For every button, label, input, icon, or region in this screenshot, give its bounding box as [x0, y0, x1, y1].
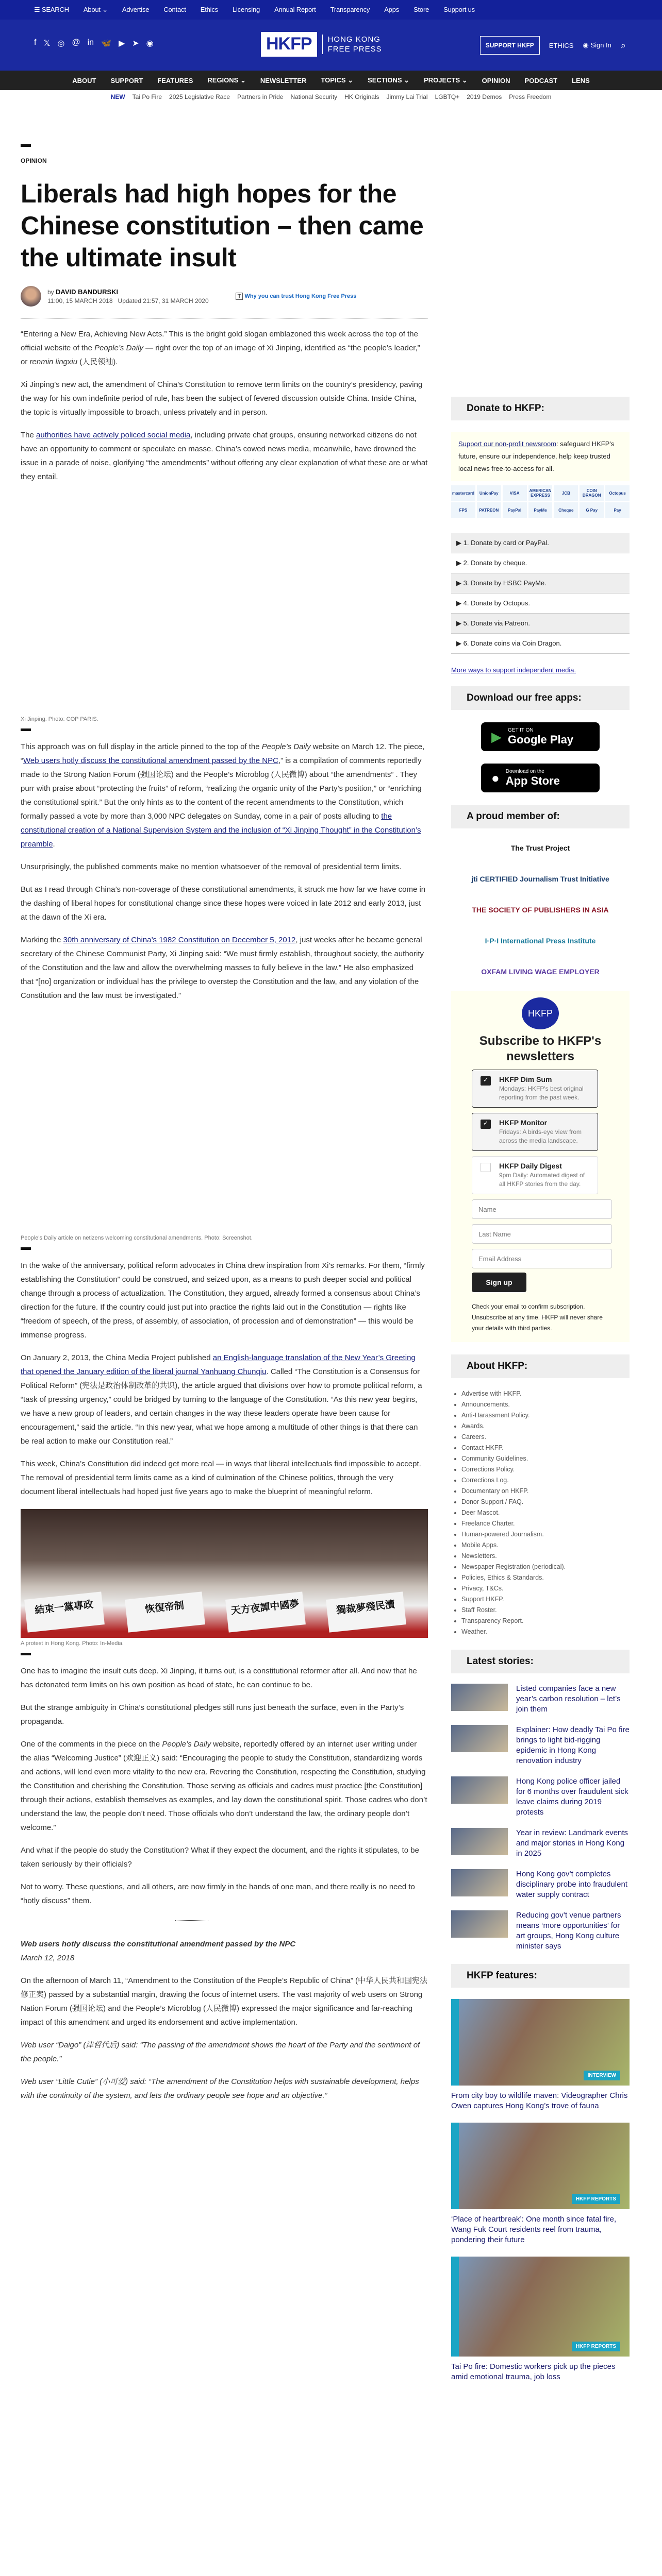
image-caption: People’s Daily article on netizens welcoming constitutional amendments. Photo: Screenshot.: [21, 1235, 253, 1241]
top-link[interactable]: Annual Report: [274, 6, 316, 13]
logo-mark: HKFP: [261, 32, 317, 57]
about-link[interactable]: • Newsletters.: [461, 1551, 630, 1562]
paragraph: [21, 1974, 428, 2029]
about-link[interactable]: • Careers.: [461, 1432, 630, 1443]
about-link[interactable]: • Corrections Policy.: [461, 1464, 630, 1475]
brand-strip: [451, 1999, 459, 2086]
protest-sign: 結束一黨專政: [24, 1591, 105, 1632]
text-run: Web user “Daigo” (津哲代后) said: “The passing of the amendment shows the heart of the Party and the sentiment of the people.”: [21, 2041, 420, 2063]
text-run: website, reportedly offered by an internet user writing under the alias “Welcoming Justice” (欢迎正义) said: “Encouraging the people to study the Constitution, standardizing words and actions, will lend even more vitality to the new era. Revering the Constitution, respecting the Constitution, studying the Constitution and cherishing the Constitution. Those serving as officials and cadres must practice [the Constitution] through their actions, establish themselves as examples, and lay down the constitutional spirit. Those cadres who don’t understand the law, the people don’t need. Those officials who don’t understand the law, the ordinary people don’t welcome.”: [21, 1740, 427, 1832]
x-icon[interactable]: 𝕏: [43, 39, 51, 48]
text-run: , just weeks after he became general secretary of the Chinese Communist Party, Xi Jinping said: “We must firmly establish, throughout society, the authority of the Constitution and the law and allow the overwhelming masses to fully believe in the law.” He also emphasized that “[no] organization or individual has the privilege to overstep the Constitution and the law, and any violation of the Constitution and the law must be investigated.”: [21, 936, 424, 1000]
newsletter-name: HKFP Monitor: [499, 1118, 548, 1127]
search-icon[interactable]: ⌕: [620, 40, 626, 50]
about-link[interactable]: • Awards.: [461, 1421, 630, 1432]
inline-link[interactable]: the constitutional creation of a National Supervision System and the inclusion of “Xi Jinping Thought” in the Constitution’s preamble: [21, 812, 421, 849]
page-columns: [0, 103, 662, 2382]
payment-logo: mastercard: [451, 485, 475, 501]
paragraph: [21, 378, 428, 419]
latest-stories: [451, 1684, 630, 1952]
top-utility-bar: [0, 0, 662, 20]
about-link[interactable]: • Advertise with HKFP.: [461, 1388, 630, 1399]
trending-link[interactable]: 2025 Legislative Race: [169, 93, 230, 100]
text-run: People’s Daily: [162, 1740, 211, 1749]
feature-link[interactable]: Tai Po fire: Domestic workers pick up the pieces amid emotional trauma, job loss: [451, 2362, 616, 2381]
text-run: Unsurprisingly, the published comments make no mention whatsoever of the removal of presidential term limits.: [21, 862, 402, 871]
story-link[interactable]: Year in review: Landmark events and major stories in Hong Kong in 2025: [516, 1828, 628, 1858]
nav-item[interactable]: PODCAST: [524, 76, 558, 84]
caption-bar: [21, 1653, 31, 1655]
text-run: In the wake of the anniversary, political reform advocates in China drew inspiration from Xi’s remarks. For them, “firmly establishing the Constitution” could be construed, and seized upon, as a means to push deeper social and political change through a process of actualization. The Constitution, they argued, already formed a consensus about China’s direction for the future. If the country could just put into practice the rights laid out in the Constitution — rights like “freedom of speech, of the press, of assembly, of association, of procession and of demonstration” — this would be immense progress.: [21, 1261, 425, 1340]
author-avatar: [21, 286, 41, 307]
inline-link[interactable]: Web users hotly discuss the constitutional amendment passed by the NPC: [23, 756, 278, 765]
member-logo[interactable]: I·P·I International Press Institute: [485, 937, 596, 945]
about-link[interactable]: • Deer Mascot.: [461, 1507, 630, 1518]
header-actions: [480, 36, 626, 55]
paragraph: [21, 860, 428, 874]
trending-link[interactable]: LGBTQ+: [435, 93, 460, 100]
paragraph: [21, 327, 428, 369]
member-logo[interactable]: jti CERTIFIED Journalism Trust Initiative: [471, 875, 609, 883]
inline-link[interactable]: 30th anniversary of China’s 1982 Constitution on December 5, 2012: [63, 936, 296, 944]
latest-story: [451, 1869, 630, 1900]
text-run: The: [21, 431, 37, 439]
quoted-headline: [21, 1937, 428, 1951]
text-run: (人民领袖).: [77, 358, 118, 366]
google-big: Google Play: [508, 733, 574, 746]
payment-logo: JCB: [554, 485, 578, 501]
story-link[interactable]: Listed companies face a new year’s carbon resolution – let’s join them: [516, 1684, 621, 1714]
donate-option[interactable]: ▶ 3. Donate by HSBC PayMe.: [451, 573, 630, 594]
support-newsroom-link[interactable]: Support our non-profit newsroom: [458, 440, 557, 448]
about-links: [451, 1388, 630, 1637]
text-run: March 12, 2018: [21, 1954, 75, 1962]
top-link[interactable]: Advertise: [122, 6, 150, 13]
logo-name: [322, 35, 382, 54]
brand-strip: [451, 2257, 459, 2357]
nav-item[interactable]: FEATURES: [157, 76, 193, 84]
newsletter-checkbox[interactable]: ✓: [481, 1120, 491, 1129]
about-link[interactable]: • Support HKFP.: [461, 1594, 630, 1605]
feature-image[interactable]: [451, 2257, 630, 2357]
story-link[interactable]: Hong Kong police officer jailed for 6 months over fraudulent sick leave claims during 2019 protests: [516, 1777, 628, 1817]
paragraph: [21, 428, 428, 484]
newsletter-option[interactable]: [472, 1070, 598, 1108]
nav-item[interactable]: PROJECTS ⌄: [424, 76, 468, 84]
paragraph: [21, 2038, 428, 2066]
protest-sign: 天方夜譚中國夢: [225, 1591, 306, 1632]
trending-link[interactable]: Press Freedom: [509, 93, 552, 100]
apple-big: App Store: [505, 774, 560, 787]
top-link[interactable]: Contact: [163, 6, 186, 13]
payment-logo: Octopus: [605, 485, 630, 501]
latest-heading: Latest stories:: [451, 1650, 630, 1673]
nav-item[interactable]: SECTIONS ⌄: [368, 76, 410, 84]
text-run: Web users hotly discuss the constitutional amendment passed by the NPC: [21, 1940, 296, 1948]
about-link[interactable]: • Mobile Apps.: [461, 1540, 630, 1551]
trust-link[interactable]: [236, 293, 357, 299]
feature-tag: HKFP REPORTS: [572, 2342, 620, 2351]
text-run: And what if the people do study the Constitution? What if they expect the document, and the rights it stipulates, to be taken seriously by their officials?: [21, 1846, 419, 1869]
category-bar: [21, 144, 31, 147]
brand-strip: [451, 2123, 459, 2209]
top-link[interactable]: Licensing: [232, 6, 260, 13]
newsletter-checkbox[interactable]: ✓: [481, 1076, 491, 1086]
user-icon: ◉: [583, 41, 591, 49]
byline: [21, 286, 428, 307]
hkfp-circle-logo: HKFP: [522, 997, 559, 1029]
story-thumbnail[interactable]: [451, 1725, 508, 1752]
newsletter-desc: Mondays: HKFP's best original reporting from the past week.: [499, 1085, 584, 1101]
nav-item[interactable]: OPINION: [482, 76, 510, 84]
trending-link[interactable]: National Security: [290, 93, 338, 100]
nav-item[interactable]: TOPICS ⌄: [321, 76, 354, 84]
about-link[interactable]: • Documentary on HKFP.: [461, 1486, 630, 1497]
about-link[interactable]: • Transparency Report.: [461, 1616, 630, 1626]
feature-link[interactable]: ‘Place of heartbreak’: One month since fatal fire, Wang Fuk Court residents reel from trauma, pondering their future: [451, 2215, 617, 2244]
google-play-icon: ▶: [491, 728, 502, 744]
newsletter-option[interactable]: [472, 1156, 598, 1194]
paragraph: [21, 1259, 428, 1342]
member-logo[interactable]: OXFAM LIVING WAGE EMPLOYER: [481, 968, 600, 976]
newsletter-signup: [451, 991, 630, 1342]
story-thumbnail[interactable]: [451, 1910, 508, 1938]
donate-option[interactable]: ▶ 1. Donate by card or PayPal.: [451, 533, 630, 553]
story-thumbnail[interactable]: [451, 1828, 508, 1855]
latest-story: [451, 1684, 630, 1715]
publish-date: 11:00, 15 MARCH 2018: [47, 297, 113, 304]
paragraph: [21, 933, 428, 1003]
logo-name-line-2: FREE PRESS: [327, 45, 382, 54]
trust-project-icon: T: [236, 293, 243, 300]
feature-stories: [451, 1999, 630, 2382]
story-thumbnail[interactable]: [451, 1684, 508, 1711]
payment-logo: PayPal: [503, 502, 527, 518]
feature-tag: HKFP REPORTS: [572, 2194, 620, 2204]
inline-link[interactable]: authorities have actively policed social media: [36, 431, 191, 439]
member-logo[interactable]: THE SOCIETY OF PUBLISHERS IN ASIA: [472, 906, 609, 914]
payment-logo: AMERICAN EXPRESS: [528, 485, 553, 501]
instagram-icon[interactable]: ◎: [57, 39, 65, 48]
paragraph: [21, 1737, 428, 1835]
quoted-date: [21, 1951, 428, 1965]
article: [21, 103, 428, 2103]
image-caption: A protest in Hong Kong. Photo: In-Media.: [21, 1640, 124, 1647]
text-run: Web user “Little Cutie” (小可爱) said: “The amendment of the Constitution helps with sustainable development, helps with the continuity of the system, and lets the ordinary people see hope and an objective.”: [21, 2077, 419, 2100]
donate-intro: [451, 432, 630, 481]
updated-date: Updated 21:57, 31 MARCH 2020: [118, 297, 209, 304]
paragraph: [21, 883, 428, 924]
payment-logo: Pay: [605, 502, 630, 518]
name-input[interactable]: [472, 1199, 612, 1219]
about-link[interactable]: • Weather.: [461, 1626, 630, 1637]
trending-link[interactable]: Tai Po Fire: [132, 93, 162, 100]
text-run: renmin lingxiu: [29, 358, 78, 366]
about-link[interactable]: • Community Guidelines.: [461, 1453, 630, 1464]
trending-link[interactable]: HK Originals: [344, 93, 379, 100]
text-run: website on March 12. The piece, “: [21, 742, 425, 765]
paragraph: [21, 1843, 428, 1871]
trending-nav: [0, 90, 662, 103]
text-run: “Entering a New Era, Achieving New Acts.” This is the bright gold slogan emblazoned this week across the top of the official website of the: [21, 330, 418, 352]
paragraph: [21, 1664, 428, 1692]
subscribe-note: Check your email to confirm subscription. Unsubscribe at any time. HKFP will never share your details with third parties.: [472, 1303, 603, 1332]
nav-item[interactable]: LENS: [572, 76, 590, 84]
top-link[interactable]: Support us: [443, 6, 475, 13]
nav-item[interactable]: SUPPORT: [110, 76, 143, 84]
feature-story: [451, 2123, 630, 2245]
text-run: People’s Daily: [94, 344, 143, 352]
newsletter-checkbox[interactable]: [481, 1163, 491, 1172]
protest-sign: 恢復帝制: [125, 1591, 205, 1632]
text-run: Xi Jinping’s new act, the amendment of China’s Constitution to remove term limits on the country’s presidency, paving the way for his own indefinite period of rule, has been the subject of fevered discussion outside China. Inside China, the topic is virtually impossible to broach, unless privately and in person.: [21, 380, 423, 417]
text-run: Not to worry. These questions, and all others, are now firmly in the hands of one man, and there really is no need to “hotly discuss” them.: [21, 1883, 415, 1905]
protest-sign: 獨裁夢殘民瀆: [326, 1591, 406, 1632]
text-run: .: [53, 840, 55, 849]
apple-icon: ●: [491, 770, 500, 786]
social-links: [34, 38, 154, 48]
payment-logo: PayMe: [528, 502, 553, 518]
paragraph: [21, 740, 428, 851]
sign-in-label: Sign In: [590, 41, 611, 49]
paragraph: [21, 2075, 428, 2103]
top-links: [84, 6, 489, 14]
paragraph: [21, 1701, 428, 1728]
nav-item[interactable]: REGIONS ⌄: [207, 76, 246, 84]
text-run: One has to imagine the insult cuts deep. Xi Jinping, it turns out, is a constitutional reformer after all. And now that he has detonated term limits on his own position as head of state, he can continue to be.: [21, 1667, 417, 1689]
donate-option[interactable]: ▶ 5. Donate via Patreon.: [451, 614, 630, 634]
sign-in-link[interactable]: [583, 41, 611, 49]
trending-link[interactable]: Jimmy Lai Trial: [386, 93, 428, 100]
article-category[interactable]: OPINION: [21, 157, 47, 164]
about-link[interactable]: • Announcements.: [461, 1399, 630, 1410]
payment-logo: FPS: [451, 502, 475, 518]
top-link[interactable]: Store: [413, 6, 429, 13]
member-heading: A proud member of:: [451, 805, 630, 828]
text-run: But the strange ambiguity in China’s constitutional pledges still runs just beneath the surface, even in the Party’s propaganda.: [21, 1703, 404, 1726]
newsletter-desc: Fridays: A birds-eye view from across the media landscape.: [499, 1128, 582, 1144]
trending-link[interactable]: Partners in Pride: [237, 93, 284, 100]
text-run: But as I read through China’s non-coverage of these constitutional amendments, it struck me how far we have come in the dashing of liberal hopes for constitutional change since these hopes were voiced in late 2012 and early 2013, just at the dawn of the Xi era.: [21, 885, 426, 922]
latest-story: [451, 1828, 630, 1859]
more-ways-link[interactable]: More ways to support independent media.: [451, 666, 576, 674]
text-run: This approach was on full display in the article pinned to the top of the: [21, 742, 262, 751]
about-link[interactable]: • Anti-Harassment Policy.: [461, 1410, 630, 1421]
about-heading: About HKFP:: [451, 1354, 630, 1378]
site-header: [0, 20, 662, 71]
rss-icon[interactable]: ◉: [146, 39, 154, 48]
payment-logo: PATREON: [477, 502, 501, 518]
top-link[interactable]: About ⌄: [83, 6, 108, 13]
donate-option[interactable]: ▶ 2. Donate by cheque.: [451, 553, 630, 573]
article-title: Liberals had high hopes for the Chinese constitution – then came the ultimate insult: [21, 179, 424, 272]
latest-story: [451, 1910, 630, 1952]
text-run: — right over the top of an image of Xi Jinping, identified as “the people’s leader,” or: [21, 344, 420, 366]
latest-story: [451, 1776, 630, 1818]
text-run: , including private chat groups, ensuring networked citizens do not have an opportunity to comment or speculate en masse. China’s cowed news media, meanwhile, have drowned the issue in a parade of noise, glorifying “the amendments” without offering any clear explanation of what these are or what they entail.: [21, 431, 428, 481]
latest-story: [451, 1725, 630, 1766]
top-link[interactable]: Transparency: [330, 6, 370, 13]
section-divider: [175, 1920, 208, 1921]
feature-story: [451, 1999, 630, 2111]
newsletter-name: HKFP Daily Digest: [499, 1162, 562, 1170]
donate-option[interactable]: ▶ 6. Donate coins via Coin Dragon.: [451, 634, 630, 654]
main-nav: [0, 71, 662, 90]
story-thumbnail[interactable]: [451, 1869, 508, 1896]
google-small: GET IT ON: [508, 727, 534, 733]
member-logo[interactable]: The Trust Project: [510, 844, 570, 852]
feature-story: [451, 2257, 630, 2382]
feature-image[interactable]: [451, 2123, 630, 2209]
top-link[interactable]: Apps: [384, 6, 400, 13]
apple-small: Download on the: [505, 768, 544, 774]
about-link[interactable]: • Newspaper Registration (periodical).: [461, 1562, 630, 1572]
ethics-link[interactable]: ETHICS: [549, 41, 574, 49]
new-label: NEW: [110, 93, 125, 100]
text-run: Marking the: [21, 936, 63, 944]
newsletter-name: HKFP Dim Sum: [499, 1075, 552, 1083]
apps-heading: Download our free apps:: [451, 686, 630, 710]
text-run: One of the comments in the piece on the: [21, 1740, 162, 1749]
newsletter-option[interactable]: [472, 1113, 598, 1151]
story-link[interactable]: Explainer: How deadly Tai Po fire brings to light bid-rigging epidemic in Hong Kong renovation industry: [516, 1725, 630, 1765]
payment-logo: VISA: [503, 485, 527, 501]
payment-logo: COIN DRAGON: [580, 485, 604, 501]
article-image: [21, 492, 428, 714]
author-name[interactable]: DAVID BANDURSKI: [56, 288, 119, 296]
text-run: This week, China’s Constitution did indeed get more real — in ways that liberal intellectuals find impossible to accept. The removal of presidential term limits came as a kind of culmination of the Chinese politics, through the very document liberal intellectuals had hoped just five years ago to make the blueprint of meaningful reform.: [21, 1460, 421, 1496]
paragraph: [21, 1351, 428, 1448]
email-input[interactable]: [472, 1249, 612, 1268]
donate-option[interactable]: ▶ 4. Donate by Octopus.: [451, 594, 630, 614]
nav-item[interactable]: ABOUT: [72, 76, 96, 84]
top-link[interactable]: Ethics: [200, 6, 218, 13]
article-image: [21, 1011, 428, 1232]
about-link[interactable]: • Policies, Ethics & Standards.: [461, 1572, 630, 1583]
story-link[interactable]: Hong Kong gov’t completes disciplinary probe into fraudulent water supply contract: [516, 1870, 627, 1899]
caption-bar: [21, 1247, 31, 1250]
feature-tag: INTERVIEW: [584, 2071, 620, 2080]
about-link[interactable]: • Privacy, T&Cs.: [461, 1583, 630, 1594]
donate-text: : safeguard HKFP's future, ensure our independence, help keep trusted local news free-to-access for all.: [458, 440, 615, 472]
article-body: [21, 327, 428, 2103]
donate-heading: Donate to HKFP:: [451, 397, 630, 420]
story-thumbnail[interactable]: [451, 1776, 508, 1804]
newsletter-options: [472, 1070, 609, 1194]
bluesky-icon[interactable]: 🦋: [101, 39, 111, 48]
paragraph: [21, 1457, 428, 1499]
text-run: People’s Daily: [261, 742, 311, 751]
linkedin-icon[interactable]: in: [87, 38, 94, 47]
last-name-input[interactable]: [472, 1224, 612, 1244]
support-hkfp-button[interactable]: SUPPORT HKFP: [480, 36, 540, 55]
member-logos: [451, 844, 630, 976]
text-run: . Called “The Constitution is a Consensus for Political Reform” (宪法是政治体制改革的共识), the article argued that divisions over how to promote political reform, a “task of pressing urgency,” could be bridged by turning to the language of the Constitution. “As this new year begins, we have a new group of leaders, and certain changes in the way these leaders operate have been cause for encouragement,” said the article. “In this new year, what we hope among a multitude of other things is that there can be real action to make our Constitution real.”: [21, 1367, 422, 1446]
caption-bar: [21, 728, 31, 731]
payment-logo: G Pay: [580, 502, 604, 518]
logo-name-line-1: HONG KONG: [327, 35, 380, 44]
google-play-button[interactable]: [481, 722, 600, 751]
about-link[interactable]: • Freelance Charter.: [461, 1518, 630, 1529]
hkfp-logo[interactable]: [261, 32, 382, 57]
donate-options: [451, 533, 630, 654]
trending-link[interactable]: 2019 Demos: [467, 93, 502, 100]
sidebar: [451, 397, 630, 2382]
about-link[interactable]: • Corrections Log.: [461, 1475, 630, 1486]
payment-logo: Cheque: [554, 502, 578, 518]
text-run: On January 2, 2013, the China Media Project published: [21, 1353, 213, 1362]
nav-item[interactable]: NEWSLETTER: [260, 76, 307, 84]
feature-link[interactable]: From city boy to wildlife maven: Videographer Chris Owen captures Hong Kong’s trove of fauna: [451, 2091, 628, 2110]
payment-logos: [451, 485, 630, 518]
threads-icon[interactable]: @: [72, 38, 80, 47]
paragraph: [21, 1880, 428, 1908]
image-caption: Xi Jinping. Photo: COP PARIS.: [21, 716, 98, 722]
by-label: by: [47, 289, 54, 296]
sign-up-button[interactable]: Sign up: [472, 1273, 526, 1292]
text-run: ,” is a compilation of comments reportedly made to the Strong Nation Forum (强国论坛) and the People’s Microblog (人民微博) about “the amendments” . They purr with praise about “protecting the fruits” of reform, “realizing the organic unity of the Party’s position,” or “enriching the constitutional spirit.” But the only hints as to the content of the recent amendments to the Constitution, which formally passed a vote by more than 3,000 NPC delegates on Sunday, come in a pair of posts alluding to: [21, 756, 422, 821]
inline-link[interactable]: an English-language translation of the New Year’s Greeting that opened the January edition of the liberal journal Yanhuang Chunqiu: [21, 1353, 416, 1376]
protest-photo: [21, 1509, 428, 1638]
telegram-icon[interactable]: ➤: [132, 39, 139, 48]
about-link[interactable]: • Human-powered Journalism.: [461, 1529, 630, 1540]
about-link[interactable]: • Staff Roster.: [461, 1605, 630, 1616]
feature-image[interactable]: [451, 1999, 630, 2086]
about-link[interactable]: • Donor Support / FAQ.: [461, 1497, 630, 1507]
newsletter-desc: 9pm Daily: Automated digest of all HKFP stories from the day.: [499, 1172, 585, 1188]
story-link[interactable]: Reducing gov’t venue partners means ‘more opportunities’ for art groups, Hong Kong culture minister says: [516, 1911, 621, 1951]
payment-logo: UnionPay: [477, 485, 501, 501]
facebook-icon[interactable]: f: [34, 38, 37, 47]
trust-link-label: Why you can trust Hong Kong Free Press: [244, 293, 357, 299]
about-link[interactable]: • Contact HKFP.: [461, 1443, 630, 1453]
search-menu-button[interactable]: ☰ SEARCH: [34, 6, 69, 13]
app-store-button[interactable]: [481, 764, 600, 792]
youtube-icon[interactable]: ▶: [118, 39, 125, 48]
subscribe-title: Subscribe to HKFP's newsletters: [479, 1034, 602, 1063]
features-heading: HKFP features:: [451, 1964, 630, 1988]
text-run: On the afternoon of March 11, “Amendment to the Constitution of the People’s Republic of China” (中华人民共和国宪法修正案) passed by a substantial margin, drawing the focus of internet users. The vast majority of web users on Strong Nation Forum (强国论坛) and the People’s Microblog (人民微博) expressed the major significance and far-reaching impact of this amendment and urged its endorsement and active implementation.: [21, 1976, 427, 2027]
